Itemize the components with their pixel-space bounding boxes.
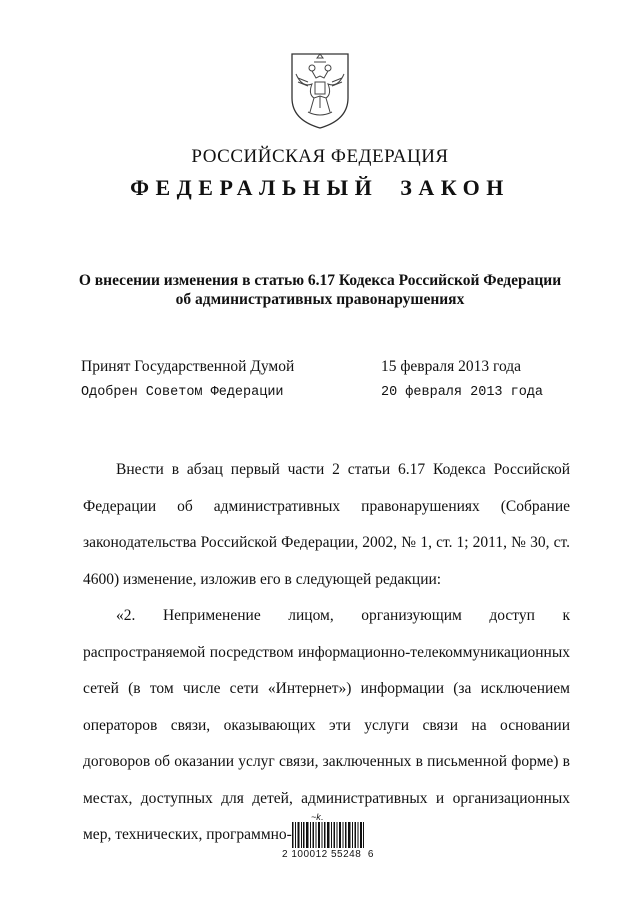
duma-adoption-label: Принят Государственной Думой [81,358,295,375]
law-title [40,271,600,309]
council-approval-label: Одобрен Советом Федерации [81,385,284,400]
body-paragraph-2: «2. Неприменение лицом, организующим доступ к распространяемой посредством информационно-телекоммуникационных сетей (в том числе сети «Интернет») информации (за исключением операторов связи, оказывающих эти услуги связи на основании договоров об оказании услуг связи, заключенных в письменной форме) в местах, доступных для детей, административных и организационных мер, технических, программно- [83,607,570,843]
duma-adoption-date: 15 февраля 2013 года [381,358,522,375]
document-type-heading: ФЕДЕРАЛЬНЫЙ ЗАКОН [130,175,510,200]
law-title-line-2: об административных правонарушениях [175,291,465,308]
barcode-number: 2 100012 55248 6 [282,849,374,860]
law-title-line-1: О внесении изменения в статью 6.17 Кодекса Российской Федерации [78,272,562,289]
law-body [83,452,570,854]
barcode-mark: ~k. [311,812,324,822]
body-paragraph-1: Внести в абзац первый части 2 статьи 6.17 Кодекса Российской Федерации об административных правонарушениях (Собрание законодательства Российской Федерации, 2002, № 1, ст. 1; 2011, № 30, ст. 4600) изменение, изложив его в следующей редакции: [83,461,570,588]
council-approval-date: 20 февраля 2013 года [381,385,544,400]
coat-of-arms-icon [288,52,352,130]
barcode-icon [292,822,364,848]
country-heading: РОССИЙСКАЯ ФЕДЕРАЦИЯ [191,146,449,167]
